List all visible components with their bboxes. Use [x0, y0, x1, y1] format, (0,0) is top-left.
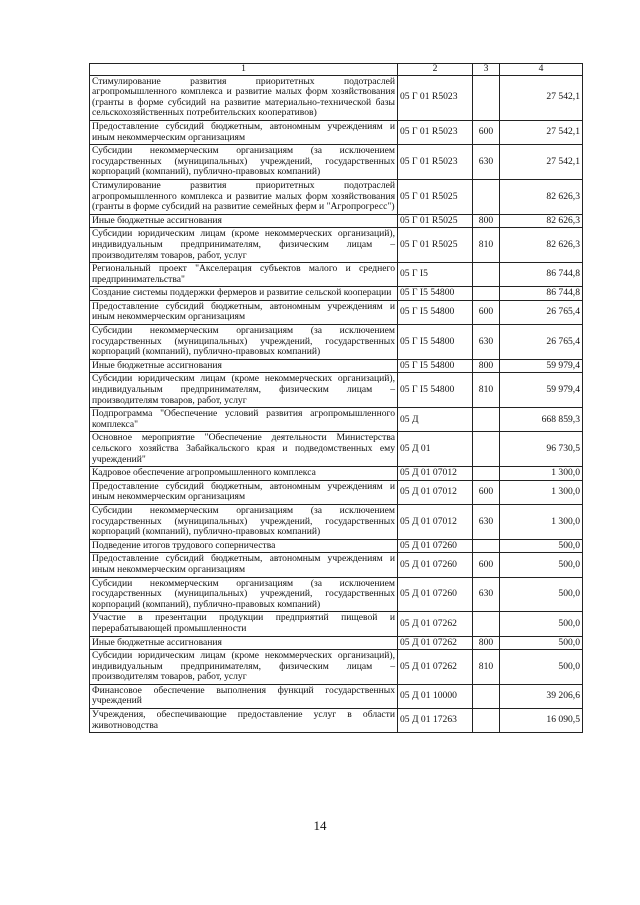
row-name-cell: Подпрограмма "Обеспечение условий развития агропромышленного комплекса": [90, 408, 398, 432]
row-code-cell: 05 Д 01 07262: [398, 650, 473, 685]
table-row: [90, 577, 583, 612]
row-type-cell: [473, 467, 500, 481]
row-name-cell: Кадровое обеспечение агропромышленного комплекса: [90, 467, 398, 481]
row-name-cell: Учреждения, обеспечивающие предоставление услуг в области животноводства: [90, 709, 398, 733]
row-name-cell: Субсидии юридическим лицам (кроме некоммерческих организаций), индивидуальным предпринимателям, физическим лицам – производителям товаров, работ, услуг: [90, 650, 398, 685]
table-row: [90, 504, 583, 539]
row-code-cell: 05 Г I5 54800: [398, 287, 473, 301]
row-code-cell: 05 Г 01 R5025: [398, 214, 473, 228]
row-name-cell: Подведение итогов трудового соперничества: [90, 539, 398, 553]
row-amount-cell: 1 300,0: [500, 467, 583, 481]
table-row: [90, 179, 583, 214]
row-name-cell: Субсидии некоммерческим организациям (за исключением государственных (муниципальных) учреждений, государственных корпораций (компаний), публично-правовых компаний): [90, 504, 398, 539]
row-amount-cell: 500,0: [500, 577, 583, 612]
row-amount-cell: 500,0: [500, 553, 583, 577]
row-name-cell: Предоставление субсидий бюджетным, автономным учреждениям и иным некоммерческим организациям: [90, 120, 398, 144]
row-code-cell: 05 Д 01 17263: [398, 709, 473, 733]
row-code-cell: 05 Г 01 R5023: [398, 145, 473, 180]
row-name-cell: Региональный проект "Акселерация субъектов малого и среднего предпринимательства": [90, 263, 398, 287]
row-name-cell: Субсидии некоммерческим организациям (за исключением государственных (муниципальных) учреждений, государственных корпораций (компаний), публично-правовых компаний): [90, 145, 398, 180]
row-type-cell: [473, 179, 500, 214]
row-code-cell: 05 Д 01 07262: [398, 636, 473, 650]
row-name-cell: Основное мероприятие "Обеспечение деятельности Министерства сельского хозяйства Забайкальского края и подведомственных ему учреждений": [90, 432, 398, 467]
row-amount-cell: 82 626,3: [500, 179, 583, 214]
row-type-cell: [473, 612, 500, 636]
row-type-cell: 630: [473, 145, 500, 180]
row-amount-cell: 500,0: [500, 612, 583, 636]
row-name-cell: Иные бюджетные ассигнования: [90, 636, 398, 650]
table-row: [90, 120, 583, 144]
table-row: [90, 359, 583, 373]
row-code-cell: 05 Д 01 07260: [398, 553, 473, 577]
row-amount-cell: 26 765,4: [500, 325, 583, 360]
row-code-cell: 05 Д 01 07012: [398, 504, 473, 539]
row-type-cell: [473, 287, 500, 301]
row-code-cell: 05 Д 01 07012: [398, 467, 473, 481]
table-row: [90, 75, 583, 120]
row-name-cell: Финансовое обеспечение выполнения функций государственных учреждений: [90, 684, 398, 708]
row-code-cell: 05 Д: [398, 408, 473, 432]
row-type-cell: [473, 75, 500, 120]
row-amount-cell: 59 979,4: [500, 359, 583, 373]
row-name-cell: Субсидии юридическим лицам (кроме некоммерческих организаций), индивидуальным предпринимателям, физическим лицам – производителям товаров, работ, услуг: [90, 373, 398, 408]
row-name-cell: Стимулирование развития приоритетных подотраслей агропромышленного комплекса и развитие малых форм хозяйствования (гранты в форме субсидий на развитие семейных ферм и "Агропрогресс"): [90, 179, 398, 214]
row-type-cell: 810: [473, 373, 500, 408]
row-name-cell: Предоставление субсидий бюджетным, автономным учреждениям и иным некоммерческим организациям: [90, 553, 398, 577]
row-amount-cell: 27 542,1: [500, 120, 583, 144]
row-code-cell: 05 Д 01 10000: [398, 684, 473, 708]
row-amount-cell: 500,0: [500, 650, 583, 685]
row-amount-cell: 96 730,5: [500, 432, 583, 467]
row-type-cell: 810: [473, 650, 500, 685]
table-row: [90, 432, 583, 467]
row-amount-cell: 59 979,4: [500, 373, 583, 408]
row-type-cell: 600: [473, 120, 500, 144]
table-row: [90, 325, 583, 360]
column-header: 1: [90, 64, 398, 76]
row-name-cell: Субсидии некоммерческим организациям (за исключением государственных (муниципальных) учреждений, государственных корпораций (компаний), публично-правовых компаний): [90, 325, 398, 360]
table-row: [90, 612, 583, 636]
table-row: [90, 553, 583, 577]
table-row: [90, 709, 583, 733]
row-type-cell: [473, 539, 500, 553]
row-type-cell: 630: [473, 504, 500, 539]
row-type-cell: 600: [473, 480, 500, 504]
table-row: [90, 145, 583, 180]
row-code-cell: 05 Д 01 07262: [398, 612, 473, 636]
table-row: [90, 684, 583, 708]
row-amount-cell: 39 206,6: [500, 684, 583, 708]
row-type-cell: 630: [473, 577, 500, 612]
table-row: [90, 539, 583, 553]
row-code-cell: 05 Г 01 R5023: [398, 75, 473, 120]
row-code-cell: 05 Д 01 07012: [398, 480, 473, 504]
row-amount-cell: 82 626,3: [500, 214, 583, 228]
row-name-cell: Предоставление субсидий бюджетным, автономным учреждениям и иным некоммерческим организациям: [90, 480, 398, 504]
row-type-cell: 800: [473, 214, 500, 228]
row-type-cell: [473, 709, 500, 733]
row-code-cell: 05 Г I5 54800: [398, 300, 473, 324]
row-amount-cell: 26 765,4: [500, 300, 583, 324]
row-amount-cell: 82 626,3: [500, 228, 583, 263]
row-code-cell: 05 Д 01: [398, 432, 473, 467]
row-amount-cell: 1 300,0: [500, 504, 583, 539]
row-amount-cell: 668 859,3: [500, 408, 583, 432]
row-name-cell: Субсидии некоммерческим организациям (за исключением государственных (муниципальных) учреждений, государственных корпораций (компаний), публично-правовых компаний): [90, 577, 398, 612]
table-row: [90, 373, 583, 408]
table-row: [90, 214, 583, 228]
row-code-cell: 05 Г 01 R5023: [398, 120, 473, 144]
row-amount-cell: 27 542,1: [500, 145, 583, 180]
budget-table: [89, 63, 583, 733]
table-header-row: [90, 64, 583, 76]
row-code-cell: 05 Г I5: [398, 263, 473, 287]
column-header: 2: [398, 64, 473, 76]
row-name-cell: Стимулирование развития приоритетных подотраслей агропромышленного комплекса и развитие малых форм хозяйствования (гранты в форме субсидий на развитие материально-технической базы сельскохозяйственных потребительских кооперативов): [90, 75, 398, 120]
row-name-cell: Субсидии юридическим лицам (кроме некоммерческих организаций), индивидуальным предпринимателям, физическим лицам – производителям товаров, работ, услуг: [90, 228, 398, 263]
row-type-cell: 810: [473, 228, 500, 263]
row-name-cell: Иные бюджетные ассигнования: [90, 359, 398, 373]
row-name-cell: Создание системы поддержки фермеров и развитие сельской кооперации: [90, 287, 398, 301]
row-amount-cell: 500,0: [500, 636, 583, 650]
table-row: [90, 287, 583, 301]
row-code-cell: 05 Г 01 R5025: [398, 228, 473, 263]
table-row: [90, 480, 583, 504]
row-code-cell: 05 Г I5 54800: [398, 373, 473, 408]
row-type-cell: 800: [473, 636, 500, 650]
row-name-cell: Участие в презентации продукции предприятий пищевой и перерабатывающей промышленности: [90, 612, 398, 636]
table-row: [90, 650, 583, 685]
table-row: [90, 300, 583, 324]
row-type-cell: 600: [473, 300, 500, 324]
row-amount-cell: 1 300,0: [500, 480, 583, 504]
table-row: [90, 263, 583, 287]
row-code-cell: 05 Г 01 R5025: [398, 179, 473, 214]
row-type-cell: [473, 684, 500, 708]
row-code-cell: 05 Г I5 54800: [398, 325, 473, 360]
row-amount-cell: 86 744,8: [500, 263, 583, 287]
table-row: [90, 228, 583, 263]
table-row: [90, 408, 583, 432]
row-type-cell: 600: [473, 553, 500, 577]
row-type-cell: 800: [473, 359, 500, 373]
row-amount-cell: 16 090,5: [500, 709, 583, 733]
table-row: [90, 467, 583, 481]
row-code-cell: 05 Г I5 54800: [398, 359, 473, 373]
column-header: 3: [473, 64, 500, 76]
row-amount-cell: 500,0: [500, 539, 583, 553]
column-header: 4: [500, 64, 583, 76]
row-type-cell: [473, 432, 500, 467]
row-type-cell: [473, 263, 500, 287]
row-code-cell: 05 Д 01 07260: [398, 577, 473, 612]
row-type-cell: [473, 408, 500, 432]
row-amount-cell: 27 542,1: [500, 75, 583, 120]
table-row: [90, 636, 583, 650]
row-code-cell: 05 Д 01 07260: [398, 539, 473, 553]
row-type-cell: 630: [473, 325, 500, 360]
row-name-cell: Иные бюджетные ассигнования: [90, 214, 398, 228]
row-amount-cell: 86 744,8: [500, 287, 583, 301]
page-number: 14: [313, 818, 327, 833]
row-name-cell: Предоставление субсидий бюджетным, автономным учреждениям и иным некоммерческим организациям: [90, 300, 398, 324]
